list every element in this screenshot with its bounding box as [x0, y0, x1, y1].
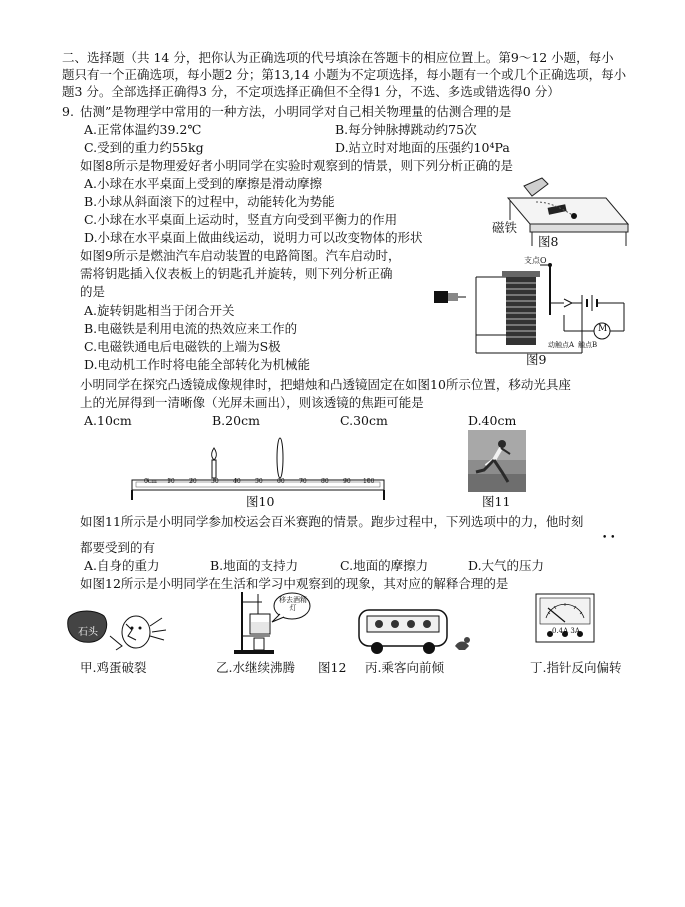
question-11-stem-line-3: 的是	[80, 284, 106, 299]
figure-9-contact-b-label: 触点B	[578, 341, 598, 349]
question-9-stem: 估测”是物理学中常用的一种方法，小明同学对自己相关物理量的估测合理的是	[80, 104, 512, 119]
question-13-option-c: C.地面的摩擦力	[340, 558, 429, 573]
figure-12-caption-a: 甲.鸡蛋破裂	[80, 660, 147, 675]
question-10-option-c: C.小球在水平桌面上运动时，竖直方向受到平衡力的作用	[84, 212, 398, 227]
question-11-option-a: A.旋转钥匙相当于闭合开关	[84, 303, 235, 318]
question-13-option-b: B.地面的支持力	[210, 558, 299, 573]
section-instructions-line-2: 题只有一个正确选项，每小题2 分；第13,14 小题为不定项选择，每小题有一个或几个正确选项，每小	[62, 67, 627, 82]
figure-12-caption: 图12	[318, 660, 347, 675]
question-9-number: 9.	[62, 104, 74, 119]
question-11-option-b: B.电磁铁是利用电流的热效应来工作的	[84, 321, 298, 336]
question-10-stem: 如图8所示是物理爱好者小明同学在实验时观察到的情景，则下列分析正确的是	[80, 158, 513, 173]
figure-11-runner-photo	[468, 430, 526, 492]
question-12-option-c: C.30cm	[340, 413, 388, 428]
question-12-stem-line-2: 上的光屏得到一清晰像（光屏未画出），则该透镜的焦距可能是	[80, 395, 424, 410]
figure-9-motor-label: M	[598, 324, 608, 334]
question-10-option-b: B.小球从斜面滚下的过程中，动能转化为势能	[84, 194, 335, 209]
figure-9-contact-a-label: 动触点A	[548, 341, 575, 349]
figure-10-caption: 图10	[246, 494, 275, 509]
question-10-option-d: D.小球在水平桌面上做曲线运动，说明力可以改变物体的形状	[84, 230, 423, 245]
section-instructions-line-3: 题3 分。全部选择正确得3 分，不定项选择正确但不全得1 分，不选、多选或错选得0 分）	[62, 84, 560, 99]
ruler-tick: 30	[211, 478, 219, 485]
figure-9-caption: 图9	[526, 352, 547, 367]
ruler-tick: 90	[343, 478, 351, 485]
ruler-tick: 80	[321, 478, 329, 485]
ruler-tick: 70	[299, 478, 307, 485]
question-14-stem: 如图12所示是小明同学在生活和学习中观察到的现象，其对应的解释合理的是	[80, 576, 509, 591]
figure-12-caption-b: 乙.水继续沸腾	[216, 660, 295, 675]
figure-9-pivot-label: 支点O	[524, 256, 547, 265]
ruler-tick: 0cm	[144, 478, 157, 485]
ruler-tick: 50	[255, 478, 263, 485]
ruler-tick: 20	[189, 478, 197, 485]
question-11-stem-line-2: 需将钥匙插入仪表板上的钥匙孔并旋转，则下列分析正确	[80, 266, 393, 281]
figure-9-circuit	[432, 255, 632, 365]
question-13-stem-line-2: 都要受到的有	[80, 540, 156, 555]
ruler-tick: 100	[363, 478, 375, 485]
figure-8-magnet-label: 磁铁	[492, 220, 518, 235]
question-12-option-b: B.20cm	[212, 413, 260, 428]
ruler-tick: 40	[233, 478, 241, 485]
figure-8-caption: 图8	[538, 234, 559, 249]
question-9-option-d: D.站立时对地面的压强约10⁴Pa	[335, 140, 510, 155]
question-13-option-d: D.大气的压力	[468, 558, 545, 573]
figure-11-caption: 图11	[482, 494, 511, 509]
figure-12-caption-d: 丁.指针反向偏转	[530, 660, 622, 675]
figure-12-speech-bubble-text: 移去酒精灯	[279, 596, 307, 612]
figure-12-ammeter-terminals: 0.4A 3A	[552, 627, 580, 635]
figure-12-caption-c: 丙.乘客向前倾	[365, 660, 444, 675]
figure-12-stone-label: 石头	[78, 627, 98, 638]
question-11-stem-line-1: 如图9所示是燃油汽车启动装置的电路简图。汽车启动时，	[80, 248, 401, 263]
question-9-option-c: C.受到的重力约55kg	[84, 140, 204, 155]
question-11-option-c: C.电磁铁通电后电磁铁的上端为S极	[84, 339, 281, 354]
question-9-option-b: B.每分钟脉搏跳动约75次	[335, 122, 477, 137]
question-13-emphasis-dots: • •	[602, 533, 616, 543]
figure-10-ruler-ticks	[128, 478, 388, 490]
figure-12-bus-passengers	[355, 606, 475, 656]
question-10-option-a: A.小球在水平桌面上受到的摩擦是滑动摩擦	[84, 176, 323, 191]
question-12-stem-line-1: 小明同学在探究凸透镜成像规律时，把蜡烛和凸透镜固定在如图10所示位置，移动光具座	[80, 377, 571, 392]
question-13-option-a: A.自身的重力	[84, 558, 160, 573]
question-12-option-d: D.40cm	[468, 413, 517, 428]
figure-8-diagram	[488, 176, 638, 248]
section-instructions-line-1: 二、选择题（共 14 分，把你认为正确选项的代号填涂在答题卡的相应位置上。第9～12 小题，每小	[62, 50, 614, 65]
question-12-option-a: A.10cm	[84, 413, 132, 428]
question-13-stem-line-1: 如图11所示是小明同学参加校运会百米赛跑的情景。跑步过程中，下列选项中的力，他时刻	[80, 514, 584, 529]
ruler-tick: 10	[167, 478, 175, 485]
figure-12-ammeter	[534, 592, 596, 646]
question-11-option-d: D.电动机工作时将电能全部转化为机械能	[84, 357, 311, 372]
question-9-option-a: A.正常体温约39.2℃	[84, 122, 202, 137]
ruler-tick: 60	[277, 478, 285, 485]
